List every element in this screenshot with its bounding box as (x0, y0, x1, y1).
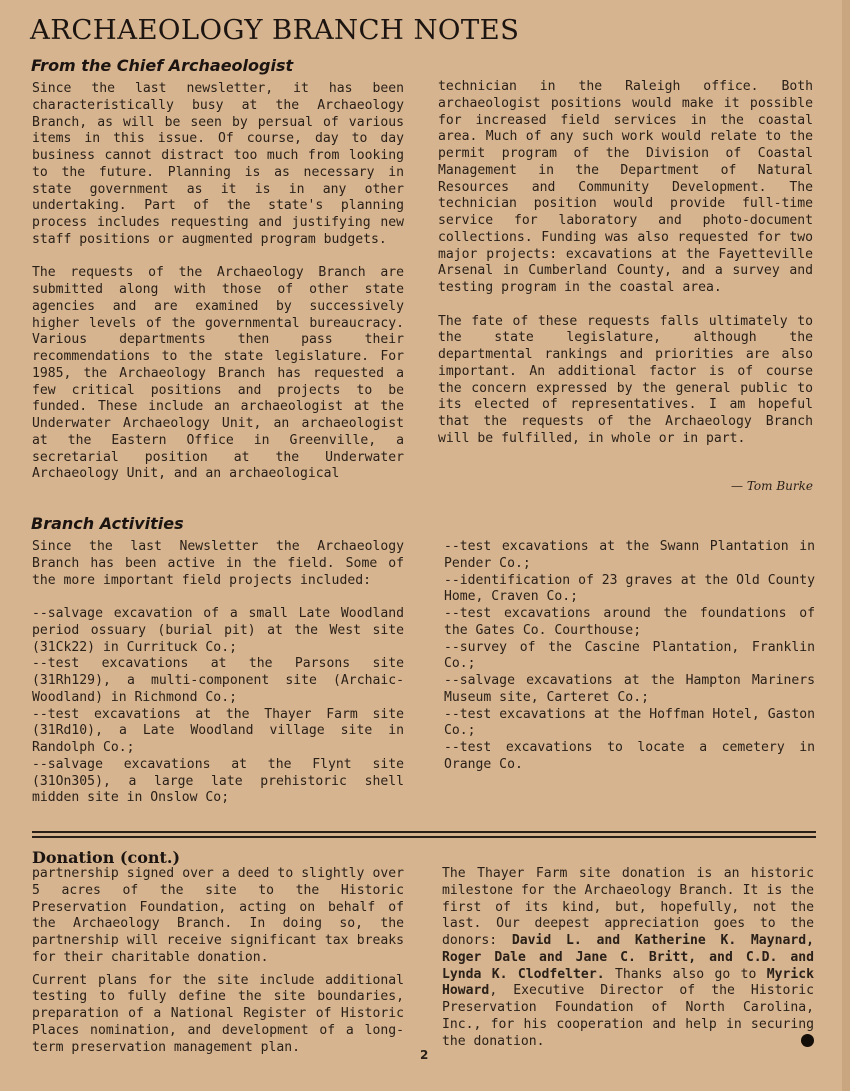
donation-paragraph: Current plans for the site include additional testing to fully define the site boundaries, preparation of a National Register of Historic Places nomination, and development of a long-term preservation management plan. (32, 972, 404, 1055)
donation-paragraph: partnership signed over a deed to slightly over 5 acres of the site to the Historic Preservation Foundation, acting on behalf of the Archaeology Branch. In doing so, the partnership will receive significant tax breaks for their charitable donation. (32, 866, 404, 965)
list-item: --salvage excavations at the Hampton Mariners Museum site, Carteret Co.; (444, 673, 815, 705)
donation-paragraph (442, 866, 814, 1050)
activities-intro: Since the last Newsletter the Archaeology Branch has been active in the field. Some of the more important field projects included: (32, 539, 404, 588)
list-item: --survey of the Cascine Plantation, Franklin Co.; (444, 639, 815, 672)
donor-names: David L. and Katherine K. Maynard, Roger Dale and Jane C. Britt, and C.D. and Lynda K. Clodfelter. (442, 933, 814, 982)
chief-paragraph: technician in the Raleigh office. Both archaeologist positions would make it possible for increased field services in the coastal area. Much of any such work would relate to the permit program of the Division of Coastal Management in the Department of Natural Resources and Community Development. The technician position would provide full-time service for laboratory and photo-document collections. Funding was also requested for two major projects: excavations at the Fayetteville Arsenal in Cumberland County, and a survey and testing program in the coastal area. (438, 79, 813, 295)
list-item: --test excavations around the foundations of the Gates Co. Courthouse; (444, 606, 815, 638)
page-title: ARCHAEOLOGY BRANCH NOTES (30, 14, 520, 46)
chief-heading: From the Chief Archaeologist (31, 56, 294, 75)
donation-text: , Executive Director of the Historic Preservation Foundation of North Carolina, Inc., for his cooperation and help in securing the donation. (442, 983, 814, 1049)
list-item: --test excavations at the Parsons site (31Rh129), a multi-component site (Archaic-Woodland) in Richmond Co.; (32, 656, 404, 705)
donation-right-column (442, 866, 814, 1050)
section-divider (32, 836, 816, 838)
list-item: --salvage excavations at the Flynt site (31On305), a large late prehistoric shell midden site in Onslow Co; (32, 756, 404, 806)
chief-left-column (32, 81, 404, 483)
list-item: --test excavations at the Swann Plantation in Pender Co.; (444, 539, 815, 571)
section-divider (32, 831, 816, 833)
list-item: --test excavations at the Hoffman Hotel, Gaston Co.; (444, 706, 815, 739)
list-item: --identification of 23 graves at the Old County Home, Craven Co.; (444, 572, 815, 605)
page-number: 2 (420, 1048, 429, 1062)
page-edge (842, 0, 850, 1091)
chief-paragraph: Since the last newsletter, it has been characteristically busy at the Archaeology Branch, as will be seen by persual of various items in this issue. Of course, day to day business cannot distract too much from looking to the future. Planning is as necessary in state government as it is in any other undertaking. Part of the state's planning process includes requesting and justifying new staff positions or augmented program budgets. (32, 81, 404, 247)
donation-text: Thanks also go to (604, 966, 767, 982)
list-item: --test excavations at the Thayer Farm site (31Rd10), a Late Woodland village site in Randolph Co.; (32, 706, 404, 755)
activities-right-column (444, 539, 815, 774)
chief-paragraph: The fate of these requests falls ultimately to the state legislature, although the departmental rankings and priorities are also important. An additional factor is of course the concern expressed by the general public to its elected of representatives. I am hopeful that the requests of the Archaeology Branch will be fulfilled, in whole or in part. (438, 313, 813, 446)
author-byline: — Tom Burke (731, 479, 813, 493)
activities-heading: Branch Activities (31, 514, 184, 533)
activities-left-column (32, 539, 404, 807)
chief-paragraph: The requests of the Archaeology Branch are submitted along with those of other state agencies and are examined by successively higher levels of the governmental bureaucracy. Various departments then pass their recommendations to the state legislature. For 1985, the Archaeology Branch has requested a few critical positions and projects to be funded. These include an archaeologist at the Underwater Archaeology Unit, an archaeologist at the Eastern Office in Greenville, a secretarial position at the Underwater Archaeology Unit, and an archaeological (32, 265, 404, 482)
director-name: Myrick Howard (442, 966, 814, 999)
donation-heading: Donation (cont.) (32, 848, 181, 867)
list-item: --test excavations to locate a cemetery in Orange Co. (444, 740, 815, 772)
end-of-article-bullet (801, 1034, 814, 1047)
list-item: --salvage excavation of a small Late Woodland period ossuary (burial pit) at the West site (31Ck22) in Currituck Co.; (32, 606, 404, 655)
chief-right-column (438, 79, 813, 448)
donation-text: The Thayer Farm site donation is an historic milestone for the Archaeology Branch. It is the first of its kind, but, hopefully, not the last. Our deepest appreciation goes to the donors: (442, 866, 814, 948)
donation-left-column (32, 866, 404, 1056)
